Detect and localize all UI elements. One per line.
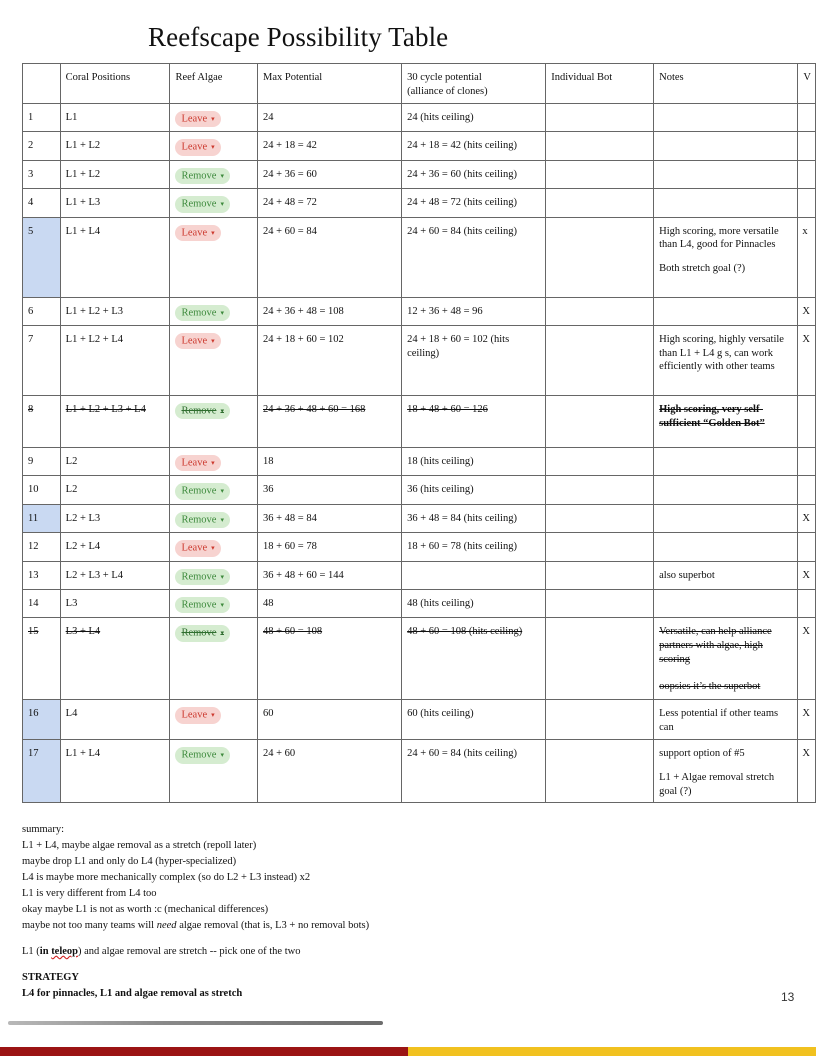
row-number: 4 (23, 189, 61, 217)
row-number: 8 (23, 396, 61, 448)
cycle-potential: 24 + 18 + 60 = 102 (hits ceiling) (402, 326, 546, 396)
notes (654, 217, 798, 297)
notes (654, 476, 798, 504)
chevron-down-icon: ▾ (211, 228, 215, 237)
row-number: 7 (23, 326, 61, 396)
chevron-down-icon: ▾ (211, 711, 215, 720)
summary-line: L4 is maybe more mechanically complex (so do L2 + L3 instead) x2 (22, 872, 311, 883)
algae-chip-label: Remove (181, 749, 217, 761)
coral-positions: L2 + L4 (60, 533, 170, 561)
algae-dropdown-chip[interactable] (175, 111, 220, 127)
header-cell-num (23, 64, 61, 104)
reef-algae (170, 561, 258, 589)
row-number: 15 (23, 618, 61, 700)
row-number: 16 (23, 700, 61, 740)
cycle-potential: 60 (hits ceiling) (402, 700, 546, 740)
text-segment: L1 ( (22, 946, 40, 957)
algae-dropdown-chip[interactable] (175, 333, 220, 349)
individual-bot (546, 700, 654, 740)
algae-chip-label: Leave (181, 709, 208, 721)
notes (654, 160, 798, 188)
text-segment: and algae removal are stretch -- pick one of the two (81, 946, 301, 957)
cycle-potential: 24 + 60 = 84 (hits ceiling) (402, 217, 546, 297)
reef-algae (170, 533, 258, 561)
page-number: 13 (781, 990, 795, 1004)
cycle-potential: 24 + 18 = 42 (hits ceiling) (402, 132, 546, 160)
algae-chip-label: Remove (181, 627, 217, 639)
table-row (23, 217, 816, 297)
coral-positions: L1 (60, 104, 170, 132)
individual-bot (546, 132, 654, 160)
algae-dropdown-chip[interactable] (175, 483, 230, 499)
summary-line: L1 + L4, maybe algae removal as a stretch (repoll later) (22, 840, 257, 851)
coral-positions: L3 (60, 590, 170, 618)
header-cell-max: Max Potential (258, 64, 402, 104)
individual-bot (546, 504, 654, 532)
notes (654, 448, 798, 476)
individual-bot (546, 740, 654, 803)
extra-column: X (798, 297, 816, 325)
max-potential: 24 + 36 = 60 (258, 160, 402, 188)
strategy-text: L4 for pinnacles, L1 and algae removal as stretch (22, 988, 243, 999)
table-row (23, 740, 816, 803)
note-paragraph: Less potential if other teams can (659, 708, 779, 734)
reef-algae (170, 590, 258, 618)
coral-positions: L2 + L3 + L4 (60, 561, 170, 589)
page-title: Reefscape Possibility Table (148, 22, 449, 52)
individual-bot (546, 217, 654, 297)
row-number: 11 (23, 504, 61, 532)
chevron-down-icon: ▾ (220, 171, 224, 180)
individual-bot (546, 561, 654, 589)
algae-dropdown-chip[interactable] (175, 540, 220, 556)
coral-positions: L4 (60, 700, 170, 740)
algae-chip-label: Leave (181, 542, 208, 554)
note-paragraph: oopsies it’s the superbot (659, 681, 761, 693)
cycle-potential: 18 + 48 + 60 = 126 (402, 396, 546, 448)
coral-positions: L1 + L2 + L4 (60, 326, 170, 396)
extra-column: X (798, 326, 816, 396)
max-potential: 24 + 36 + 48 + 60 = 168 (258, 396, 402, 448)
header-cell-cycle: 30 cycle potential (alliance of clones) (402, 64, 546, 104)
text-bold-in: in (39, 946, 52, 957)
algae-chip-label: Remove (181, 514, 217, 526)
extra-column (798, 189, 816, 217)
reef-algae (170, 476, 258, 504)
algae-dropdown-chip[interactable] (175, 569, 230, 585)
extra-column: X (798, 700, 816, 740)
table-row (23, 561, 816, 589)
note-paragraph: Both stretch goal (?) (659, 262, 746, 274)
individual-bot (546, 476, 654, 504)
row-number: 10 (23, 476, 61, 504)
max-potential: 36 + 48 + 60 = 144 (258, 561, 402, 589)
reef-algae (170, 132, 258, 160)
chevron-down-icon: ▾ (220, 200, 224, 209)
individual-bot (546, 189, 654, 217)
coral-positions: L1 + L4 (60, 217, 170, 297)
reef-algae (170, 160, 258, 188)
reef-algae (170, 618, 258, 700)
summary-line: maybe drop L1 and only do L4 (hyper-specialized) (22, 856, 237, 867)
table-row (23, 160, 816, 188)
row-number: 5 (23, 217, 61, 297)
cycle-potential: 48 + 60 = 108 (hits ceiling) (402, 618, 546, 700)
chevron-down-icon: ▾ (211, 337, 215, 346)
cycle-potential: 18 + 60 = 78 (hits ceiling) (402, 533, 546, 561)
row-number: 9 (23, 448, 61, 476)
cycle-potential: 36 (hits ceiling) (402, 476, 546, 504)
notes (654, 504, 798, 532)
algae-chip-label: Leave (181, 227, 208, 239)
cycle-potential (402, 561, 546, 589)
row-number: 3 (23, 160, 61, 188)
individual-bot (546, 104, 654, 132)
max-potential: 48 + 60 = 108 (258, 618, 402, 700)
notes (654, 533, 798, 561)
algae-chip-label: Remove (181, 571, 217, 583)
table-header-row (23, 64, 816, 104)
reef-algae (170, 297, 258, 325)
algae-dropdown-chip[interactable] (175, 707, 220, 723)
extra-column (798, 132, 816, 160)
algae-dropdown-chip[interactable] (175, 168, 230, 184)
individual-bot (546, 160, 654, 188)
algae-dropdown-chip[interactable] (175, 455, 220, 471)
chevron-down-icon: ▾ (220, 629, 224, 638)
row-number: 13 (23, 561, 61, 589)
strategy-label: STRATEGY (22, 972, 79, 983)
max-potential: 36 (258, 476, 402, 504)
note-paragraph: support option of #5 (659, 748, 745, 760)
algae-chip-label: Leave (181, 113, 208, 125)
individual-bot (546, 618, 654, 700)
reef-algae (170, 396, 258, 448)
max-potential: 24 + 18 = 42 (258, 132, 402, 160)
algae-chip-label: Leave (181, 457, 208, 469)
chevron-down-icon: ▾ (211, 459, 215, 468)
algae-dropdown-chip[interactable] (175, 225, 220, 241)
cycle-potential: 24 + 48 = 72 (hits ceiling) (402, 189, 546, 217)
algae-dropdown-chip[interactable] (175, 403, 230, 419)
reef-algae (170, 217, 258, 297)
individual-bot (546, 533, 654, 561)
note-paragraph: also superbot (659, 569, 715, 581)
individual-bot (546, 326, 654, 396)
chevron-down-icon: ▾ (220, 515, 224, 524)
extra-column (798, 590, 816, 618)
chevron-down-icon: ▾ (220, 407, 224, 416)
table-row (23, 189, 816, 217)
max-potential: 60 (258, 700, 402, 740)
algae-chip-label: Remove (181, 170, 217, 182)
max-potential: 24 + 60 = 84 (258, 217, 402, 297)
coral-positions: L1 + L2 (60, 160, 170, 188)
text-segment: algae removal (that is, L3 + no removal bots) (176, 920, 370, 931)
row-number: 17 (23, 740, 61, 803)
max-potential: 48 (258, 590, 402, 618)
summary-line: L1 is very different from L4 too (22, 888, 157, 899)
table-row (23, 132, 816, 160)
text-segment: ) (78, 946, 82, 957)
notes (654, 189, 798, 217)
max-potential: 24 + 18 + 60 = 102 (258, 326, 402, 396)
cycle-potential: 12 + 36 + 48 = 96 (402, 297, 546, 325)
notes (654, 700, 798, 740)
header-cell-algae: Reef Algae (170, 64, 258, 104)
note-paragraph: High scoring, very self-sufficient “Golden Bot” (659, 404, 765, 429)
notes (654, 590, 798, 618)
note-paragraph: High scoring, highly versatile than L1 + L4 g s, can work efficiently with other teams (659, 334, 784, 373)
notes (654, 740, 798, 803)
notes (654, 104, 798, 132)
extra-column: X (798, 740, 816, 803)
algae-dropdown-chip[interactable] (175, 625, 230, 641)
note-paragraph: High scoring, more versatile than L4, good for Pinnacles (659, 225, 779, 251)
coral-positions: L2 + L3 (60, 504, 170, 532)
chevron-down-icon: ▾ (220, 487, 224, 496)
reef-algae (170, 700, 258, 740)
extra-column: X (798, 504, 816, 532)
reef-algae (170, 504, 258, 532)
notes (654, 561, 798, 589)
reef-algae (170, 189, 258, 217)
table-row (23, 504, 816, 532)
reef-algae (170, 740, 258, 803)
max-potential: 18 (258, 448, 402, 476)
cycle-potential: 24 + 36 = 60 (hits ceiling) (402, 160, 546, 188)
algae-dropdown-chip[interactable] (175, 139, 220, 155)
row-number: 6 (23, 297, 61, 325)
coral-positions: L1 + L2 + L3 + L4 (60, 396, 170, 448)
extra-column (798, 160, 816, 188)
max-potential: 24 + 60 (258, 740, 402, 803)
algae-chip-label: Remove (181, 485, 217, 497)
chevron-down-icon: ▾ (220, 601, 224, 610)
table-row (23, 618, 816, 700)
text-bold-word: teleop (51, 946, 79, 957)
cycle-potential: 18 (hits ceiling) (402, 448, 546, 476)
algae-chip-label: Remove (181, 307, 217, 319)
algae-chip-label: Leave (181, 335, 208, 347)
cycle-potential: 48 (hits ceiling) (402, 590, 546, 618)
footer-band-red (0, 1047, 408, 1056)
text-emphasis: need (156, 920, 177, 931)
summary-line-teleop (22, 944, 722, 960)
extra-column: X (798, 618, 816, 700)
summary-line-need (22, 918, 722, 934)
coral-positions: L1 + L2 (60, 132, 170, 160)
algae-dropdown-chip[interactable] (175, 305, 230, 321)
extra-column (798, 396, 816, 448)
chevron-down-icon: ▾ (211, 544, 215, 553)
notes (654, 132, 798, 160)
note-paragraph: Versatile, can help alliance partners with algae, high scoring (659, 626, 772, 665)
algae-dropdown-chip[interactable] (175, 512, 230, 528)
table-row (23, 533, 816, 561)
row-number: 2 (23, 132, 61, 160)
algae-dropdown-chip[interactable] (175, 747, 230, 763)
notes (654, 297, 798, 325)
individual-bot (546, 297, 654, 325)
row-number: 1 (23, 104, 61, 132)
chevron-down-icon: ▾ (220, 572, 224, 581)
coral-positions: L3 + L4 (60, 618, 170, 700)
row-number: 12 (23, 533, 61, 561)
reef-algae (170, 326, 258, 396)
table-row (23, 700, 816, 740)
cycle-potential: 36 + 48 = 84 (hits ceiling) (402, 504, 546, 532)
algae-chip-label: Remove (181, 599, 217, 611)
extra-column (798, 476, 816, 504)
table-row (23, 396, 816, 448)
max-potential: 24 (258, 104, 402, 132)
note-paragraph: L1 + Algae removal stretch goal (?) (659, 772, 775, 797)
header-cell-notes: Notes (654, 64, 798, 104)
row-number: 14 (23, 590, 61, 618)
algae-dropdown-chip[interactable] (175, 597, 230, 613)
extra-column (798, 448, 816, 476)
table-row (23, 104, 816, 132)
table-row (23, 448, 816, 476)
individual-bot (546, 396, 654, 448)
algae-chip-label: Leave (181, 141, 208, 153)
chevron-down-icon: ▾ (220, 751, 224, 760)
algae-dropdown-chip[interactable] (175, 196, 230, 212)
notes (654, 396, 798, 448)
individual-bot (546, 448, 654, 476)
max-potential: 18 + 60 = 78 (258, 533, 402, 561)
max-potential: 36 + 48 = 84 (258, 504, 402, 532)
table-row (23, 476, 816, 504)
cycle-potential: 24 (hits ceiling) (402, 104, 546, 132)
chevron-down-icon: ▾ (211, 143, 215, 152)
chevron-down-icon: ▾ (211, 115, 215, 123)
table-row (23, 590, 816, 618)
possibility-table (22, 63, 816, 803)
max-potential: 24 + 48 = 72 (258, 189, 402, 217)
coral-positions: L2 (60, 448, 170, 476)
cycle-potential: 24 + 60 = 84 (hits ceiling) (402, 740, 546, 803)
extra-column (798, 533, 816, 561)
max-potential: 24 + 36 + 48 = 108 (258, 297, 402, 325)
reef-algae (170, 448, 258, 476)
extra-column: X (798, 561, 816, 589)
notes (654, 618, 798, 700)
table-row (23, 326, 816, 396)
table-row (23, 297, 816, 325)
text-segment: maybe not too many teams will (22, 920, 157, 931)
coral-positions: L2 (60, 476, 170, 504)
summary-line: okay maybe L1 is not as worth :c (mechanical differences) (22, 904, 269, 915)
text-bold (40, 946, 78, 957)
header-cell-coral: Coral Positions (60, 64, 170, 104)
horizontal-scrollbar[interactable] (8, 1021, 383, 1025)
algae-chip-label: Remove (181, 198, 217, 210)
header-cell-extra: V (798, 64, 816, 104)
notes (654, 326, 798, 396)
chevron-down-icon: ▾ (220, 308, 224, 317)
individual-bot (546, 590, 654, 618)
coral-positions: L1 + L4 (60, 740, 170, 803)
coral-positions: L1 + L3 (60, 189, 170, 217)
reef-algae (170, 104, 258, 132)
summary-section (22, 822, 722, 1002)
summary-heading: summary: (22, 824, 64, 835)
coral-positions: L1 + L2 + L3 (60, 297, 170, 325)
footer-band-gold (408, 1047, 816, 1056)
extra-column (798, 104, 816, 132)
algae-chip-label: Remove (181, 405, 217, 417)
extra-column: x (798, 217, 816, 297)
header-cell-individual: Individual Bot (546, 64, 654, 104)
